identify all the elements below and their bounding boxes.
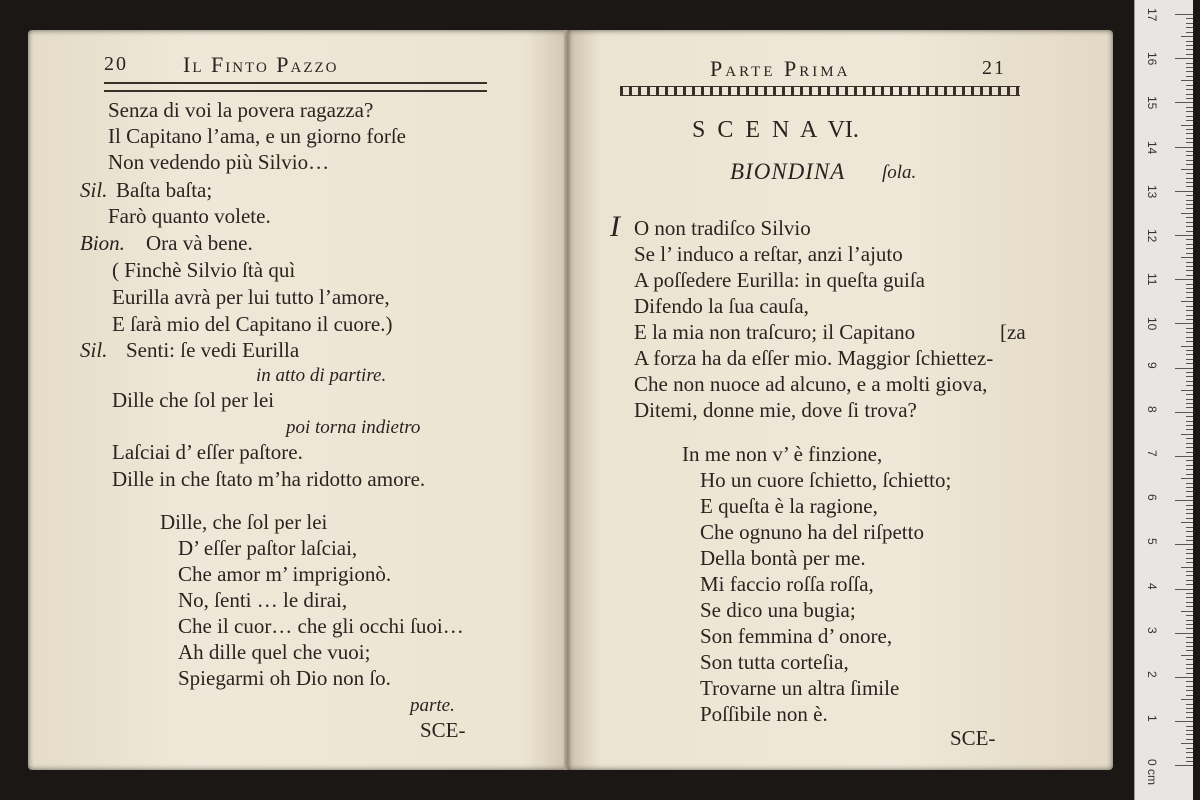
ruler-tick — [1186, 686, 1193, 687]
page-number-left: 20 — [104, 53, 128, 75]
ruler-tick — [1186, 650, 1193, 651]
ruler-label: 9 — [1145, 361, 1159, 369]
ruler-tick — [1186, 226, 1193, 227]
ruler-tick — [1186, 319, 1193, 320]
ruler-tick — [1186, 553, 1193, 554]
ruler-tick — [1186, 673, 1193, 674]
ruler-tick — [1186, 164, 1193, 165]
measuring-ruler — [1134, 0, 1193, 800]
ruler-tick — [1186, 354, 1193, 355]
ruler-tick — [1181, 478, 1193, 479]
stage-direction: parte. — [410, 695, 455, 716]
ruler-tick — [1186, 310, 1193, 311]
ruler-label: 6 — [1145, 494, 1159, 501]
ruler-tick — [1186, 469, 1193, 470]
ruler-tick — [1175, 279, 1193, 280]
text-line: Farò quanto volete. — [108, 204, 271, 228]
ruler-tick — [1181, 213, 1193, 214]
running-head-right: Parte Prima — [710, 56, 851, 81]
ruler-tick — [1186, 620, 1193, 621]
ruler-tick — [1186, 284, 1193, 285]
ruler-tick — [1186, 761, 1193, 762]
ruler-tick — [1186, 637, 1193, 638]
ruler-tick — [1186, 41, 1193, 42]
ruler-tick — [1175, 147, 1193, 148]
ruler-label: 2 — [1145, 671, 1159, 678]
ruler-tick — [1186, 452, 1193, 453]
ruler-tick — [1186, 708, 1193, 709]
text-line: E ſarà mio del Capitano il cuore.) — [112, 312, 393, 336]
ruler-tick — [1186, 328, 1193, 329]
ruler-label: 0 cm — [1145, 759, 1159, 786]
ruler-tick — [1186, 734, 1193, 735]
ruler-tick — [1186, 668, 1193, 669]
ruler-tick — [1186, 208, 1193, 209]
ruler-tick — [1186, 748, 1193, 749]
text-line: Il Capitano l’ama, e un giorno forſe — [108, 124, 406, 148]
ruler-tick — [1186, 111, 1193, 112]
ruler-tick — [1186, 182, 1193, 183]
ruler-tick — [1181, 169, 1193, 170]
ruler-tick — [1186, 266, 1193, 267]
ruler-tick — [1186, 89, 1193, 90]
ruler-tick — [1186, 460, 1193, 461]
text-line: A poſſedere Eurilla: in queſta guiſa — [634, 268, 925, 292]
ruler-tick — [1186, 403, 1193, 404]
ruler-label: 16 — [1145, 52, 1159, 66]
text-line: Ditemi, donne mie, dove ſi trova? — [634, 398, 917, 422]
ruler-tick — [1186, 443, 1193, 444]
ruler-tick — [1186, 407, 1193, 408]
verse-line: No, ſenti … le dirai, — [178, 588, 348, 612]
ruler-tick — [1186, 195, 1193, 196]
ruler-tick — [1186, 222, 1193, 223]
ruler-tick — [1186, 496, 1193, 497]
verse-line: Della bontà per me. — [700, 546, 866, 570]
ruler-tick — [1186, 646, 1193, 647]
ruler-tick — [1186, 487, 1193, 488]
ruler-tick — [1186, 681, 1193, 682]
ruler-tick — [1186, 297, 1193, 298]
ruler-tick — [1186, 63, 1193, 64]
ruler-tick — [1186, 306, 1193, 307]
ruler-tick — [1175, 500, 1193, 501]
ruler-tick — [1186, 253, 1193, 254]
ruler-tick — [1186, 491, 1193, 492]
speaker-label: Sil. — [80, 178, 108, 202]
ruler-tick — [1186, 385, 1193, 386]
ruler-tick — [1186, 606, 1193, 607]
ruler-tick — [1186, 337, 1193, 338]
ruler-tick — [1186, 71, 1193, 72]
catchword: SCE- — [420, 718, 466, 742]
text-line: O non tradiſco Silvio — [634, 216, 811, 240]
speaker-label: Sil. — [80, 338, 108, 362]
ruler-tick — [1186, 151, 1193, 152]
text-line: Ora và bene. — [146, 231, 253, 255]
ruler-tick — [1186, 527, 1193, 528]
ruler-tick — [1186, 315, 1193, 316]
ruler-tick — [1181, 611, 1193, 612]
verse-line: Spiegarmi oh Dio non ſo. — [178, 666, 391, 690]
ruler-tick — [1181, 301, 1193, 302]
ruler-tick — [1186, 49, 1193, 50]
ruler-tick — [1186, 730, 1193, 731]
ruler-tick — [1186, 217, 1193, 218]
ruler-tick — [1175, 102, 1193, 103]
ruler-tick — [1186, 23, 1193, 24]
ruler-tick — [1186, 94, 1193, 95]
ruler-label: 12 — [1145, 229, 1159, 243]
ruler-tick — [1186, 178, 1193, 179]
ruler-tick — [1186, 275, 1193, 276]
ruler-tick — [1186, 76, 1193, 77]
text-line: Dille che ſol per lei — [112, 388, 275, 412]
header-rule — [104, 82, 487, 92]
text-line: A forza ha da eſſer mio. Maggior ſchiettez- — [634, 346, 994, 370]
ruler-tick — [1181, 80, 1193, 81]
ruler-tick — [1186, 200, 1193, 201]
ruler-tick — [1181, 743, 1193, 744]
ruler-tick — [1175, 368, 1193, 369]
ruler-tick — [1186, 540, 1193, 541]
ruler-tick — [1186, 593, 1193, 594]
text-line: Che non nuoce ad alcuno, e a molti giova, — [634, 372, 988, 396]
text-line: Baſta baſta; — [116, 178, 213, 202]
page-number-right: 21 — [982, 57, 1006, 79]
verse-line: Poſſibile non è. — [700, 702, 828, 726]
ruler-tick — [1186, 513, 1193, 514]
right-page — [568, 30, 1113, 770]
ruler-label: 5 — [1145, 538, 1159, 546]
ruler-tick — [1186, 32, 1193, 33]
ruler-tick — [1175, 14, 1193, 15]
ruler-tick — [1186, 597, 1193, 598]
ruler-tick — [1186, 142, 1193, 143]
ruler-tick — [1175, 677, 1193, 678]
ruler-tick — [1186, 248, 1193, 249]
verse-line: Dille, che ſol per lei — [160, 510, 328, 534]
ruler-label: 14 — [1145, 140, 1159, 154]
ruler-tick — [1175, 235, 1193, 236]
left-page — [28, 30, 568, 770]
text-line: Dille in che ſtato m’ha ridotto amore. — [112, 467, 426, 491]
ruler-tick — [1186, 425, 1193, 426]
text-line: Eurilla avrà per lui tutto l’amore, — [112, 285, 390, 309]
ruler-tick — [1181, 567, 1193, 568]
scene-title: S C E N A VI. — [692, 117, 859, 143]
ruler-tick — [1186, 372, 1193, 373]
text-line: Difendo la ſua cauſa, — [634, 294, 809, 318]
ruler-label: 4 — [1145, 582, 1159, 590]
ruler-tick — [1175, 323, 1193, 324]
text-line: Se l’ induco a reſtar, anzi l’ajuto — [634, 242, 903, 266]
verse-line: Ho un cuore ſchietto, ſchietto; — [700, 468, 952, 492]
ruler-tick — [1186, 571, 1193, 572]
ruler-tick — [1186, 505, 1193, 506]
ruler-tick — [1186, 204, 1193, 205]
ruler-tick — [1186, 54, 1193, 55]
text-line: Senza di voi la povera ragazza? — [108, 98, 374, 122]
ruler-tick — [1186, 695, 1193, 696]
ruler-tick — [1186, 549, 1193, 550]
verse-line: Che amor m’ imprigionò. — [178, 562, 392, 586]
ruler-tick — [1186, 107, 1193, 108]
character-name: BIONDINA — [730, 159, 846, 184]
ruler-tick — [1186, 704, 1193, 705]
ruler-tick — [1181, 699, 1193, 700]
running-head-left: Il Finto Pazzo — [183, 52, 339, 77]
ruler-tick — [1186, 288, 1193, 289]
stage-direction: in atto di partire. — [256, 365, 387, 386]
text-line: Laſciai d’ eſſer paſtore. — [112, 440, 303, 464]
speaker-label: Bion. — [80, 231, 125, 255]
ruler-tick — [1186, 399, 1193, 400]
ruler-tick — [1186, 739, 1193, 740]
ruler-tick — [1186, 363, 1193, 364]
ruler-tick — [1186, 584, 1193, 585]
ruler-tick — [1186, 483, 1193, 484]
ruler-tick — [1175, 58, 1193, 59]
ruler-tick — [1186, 341, 1193, 342]
ruler-label: 15 — [1145, 96, 1159, 110]
drop-cap: I — [610, 210, 620, 243]
ruler-tick — [1186, 438, 1193, 439]
ruler-tick — [1186, 262, 1193, 263]
text-line: Non vedendo più Silvio… — [108, 150, 330, 174]
verse-line: Trovarne un altra ſimile — [700, 676, 900, 700]
stage-direction: poi torna indietro — [286, 417, 421, 438]
ruler-tick — [1186, 757, 1193, 758]
header-ornament — [620, 86, 1020, 96]
ruler-tick — [1186, 726, 1193, 727]
ruler-tick — [1181, 390, 1193, 391]
ruler-tick — [1186, 18, 1193, 19]
ruler-tick — [1175, 412, 1193, 413]
ruler-tick — [1186, 465, 1193, 466]
text-line: E la mia non traſcuro; il Capitano — [634, 320, 916, 344]
ruler-tick — [1186, 624, 1193, 625]
ruler-tick — [1186, 45, 1193, 46]
ruler-tick — [1186, 712, 1193, 713]
ruler-tick — [1186, 580, 1193, 581]
ruler-tick — [1186, 429, 1193, 430]
ruler-tick — [1175, 633, 1193, 634]
text-line: [za — [1000, 320, 1026, 344]
ruler-tick — [1186, 138, 1193, 139]
ruler-tick — [1186, 292, 1193, 293]
ruler-tick — [1186, 160, 1193, 161]
ruler-label: 11 — [1145, 273, 1159, 286]
ruler-tick — [1186, 447, 1193, 448]
ruler-tick — [1186, 129, 1193, 130]
ruler-tick — [1186, 509, 1193, 510]
ruler-tick — [1175, 456, 1193, 457]
ruler-tick — [1181, 346, 1193, 347]
ruler-label: 8 — [1145, 405, 1159, 413]
verse-line: Che il cuor… che gli occhi ſuoi… — [178, 614, 464, 638]
ruler-tick — [1186, 239, 1193, 240]
verse-line: E queſta è la ragione, — [700, 494, 878, 518]
ruler-tick — [1186, 642, 1193, 643]
ruler-tick — [1186, 359, 1193, 360]
ruler-tick — [1186, 752, 1193, 753]
ruler-label: 10 — [1145, 317, 1159, 331]
ruler-tick — [1186, 244, 1193, 245]
ruler-tick — [1186, 562, 1193, 563]
ruler-tick — [1186, 536, 1193, 537]
ruler-tick — [1186, 155, 1193, 156]
ruler-tick — [1186, 173, 1193, 174]
ruler-tick — [1175, 721, 1193, 722]
ruler-tick — [1186, 664, 1193, 665]
text-line: Senti: ſe vedi Eurilla — [126, 338, 300, 362]
ruler-tick — [1186, 67, 1193, 68]
ruler-label: 7 — [1145, 450, 1159, 457]
verse-line: Son femmina d’ onore, — [700, 624, 893, 648]
ruler-label: 13 — [1145, 184, 1159, 199]
ruler-label: 17 — [1145, 8, 1159, 22]
ruler-tick — [1186, 350, 1193, 351]
ruler-tick — [1186, 270, 1193, 271]
ruler-tick — [1175, 589, 1193, 590]
ruler-tick — [1186, 376, 1193, 377]
open-book — [28, 30, 1113, 770]
ruler-tick — [1186, 381, 1193, 382]
verse-line: D’ eſſer paſtor laſciai, — [178, 536, 358, 560]
ruler-tick — [1181, 522, 1193, 523]
ruler-tick — [1186, 120, 1193, 121]
ruler-tick — [1186, 421, 1193, 422]
verse-line: Che ognuno ha del riſpetto — [700, 520, 924, 544]
verse-line: Son tutta corteſia, — [700, 650, 849, 674]
ruler-tick — [1181, 125, 1193, 126]
stage-direction: ſola. — [882, 162, 917, 183]
verse-line: Se dico una bugia; — [700, 598, 856, 622]
ruler-tick — [1186, 116, 1193, 117]
ruler-tick — [1175, 765, 1193, 766]
ruler-tick — [1186, 575, 1193, 576]
ruler-tick — [1186, 558, 1193, 559]
ruler-tick — [1186, 85, 1193, 86]
ruler-tick — [1186, 690, 1193, 691]
ruler-tick — [1186, 186, 1193, 187]
ruler-tick — [1181, 655, 1193, 656]
ruler-tick — [1186, 416, 1193, 417]
ruler-tick — [1186, 231, 1193, 232]
ruler-tick — [1186, 332, 1193, 333]
verse-line: Ah dille quel che vuoi; — [178, 640, 371, 664]
ruler-tick — [1186, 615, 1193, 616]
ruler-tick — [1175, 191, 1193, 192]
ruler-tick — [1181, 434, 1193, 435]
ruler-tick — [1186, 659, 1193, 660]
ruler-label: 3 — [1145, 626, 1159, 634]
ruler-tick — [1186, 518, 1193, 519]
ruler-tick — [1181, 257, 1193, 258]
ruler-tick — [1186, 602, 1193, 603]
ruler-tick — [1186, 133, 1193, 134]
ruler-label: 1 — [1145, 715, 1159, 722]
ruler-tick — [1175, 544, 1193, 545]
ruler-tick — [1186, 717, 1193, 718]
ruler-tick — [1186, 628, 1193, 629]
ruler-tick — [1186, 27, 1193, 28]
verse-line: Mi faccio roſſa roſſa, — [700, 572, 874, 596]
text-line: ( Finchè Silvio ſtà quì — [112, 258, 296, 282]
ruler-tick — [1181, 36, 1193, 37]
verse-line: In me non v’ è finzione, — [682, 442, 883, 466]
ruler-tick — [1186, 98, 1193, 99]
ruler-tick — [1186, 474, 1193, 475]
ruler-tick — [1186, 394, 1193, 395]
ruler-tick — [1186, 531, 1193, 532]
catchword: SCE- — [950, 726, 996, 750]
